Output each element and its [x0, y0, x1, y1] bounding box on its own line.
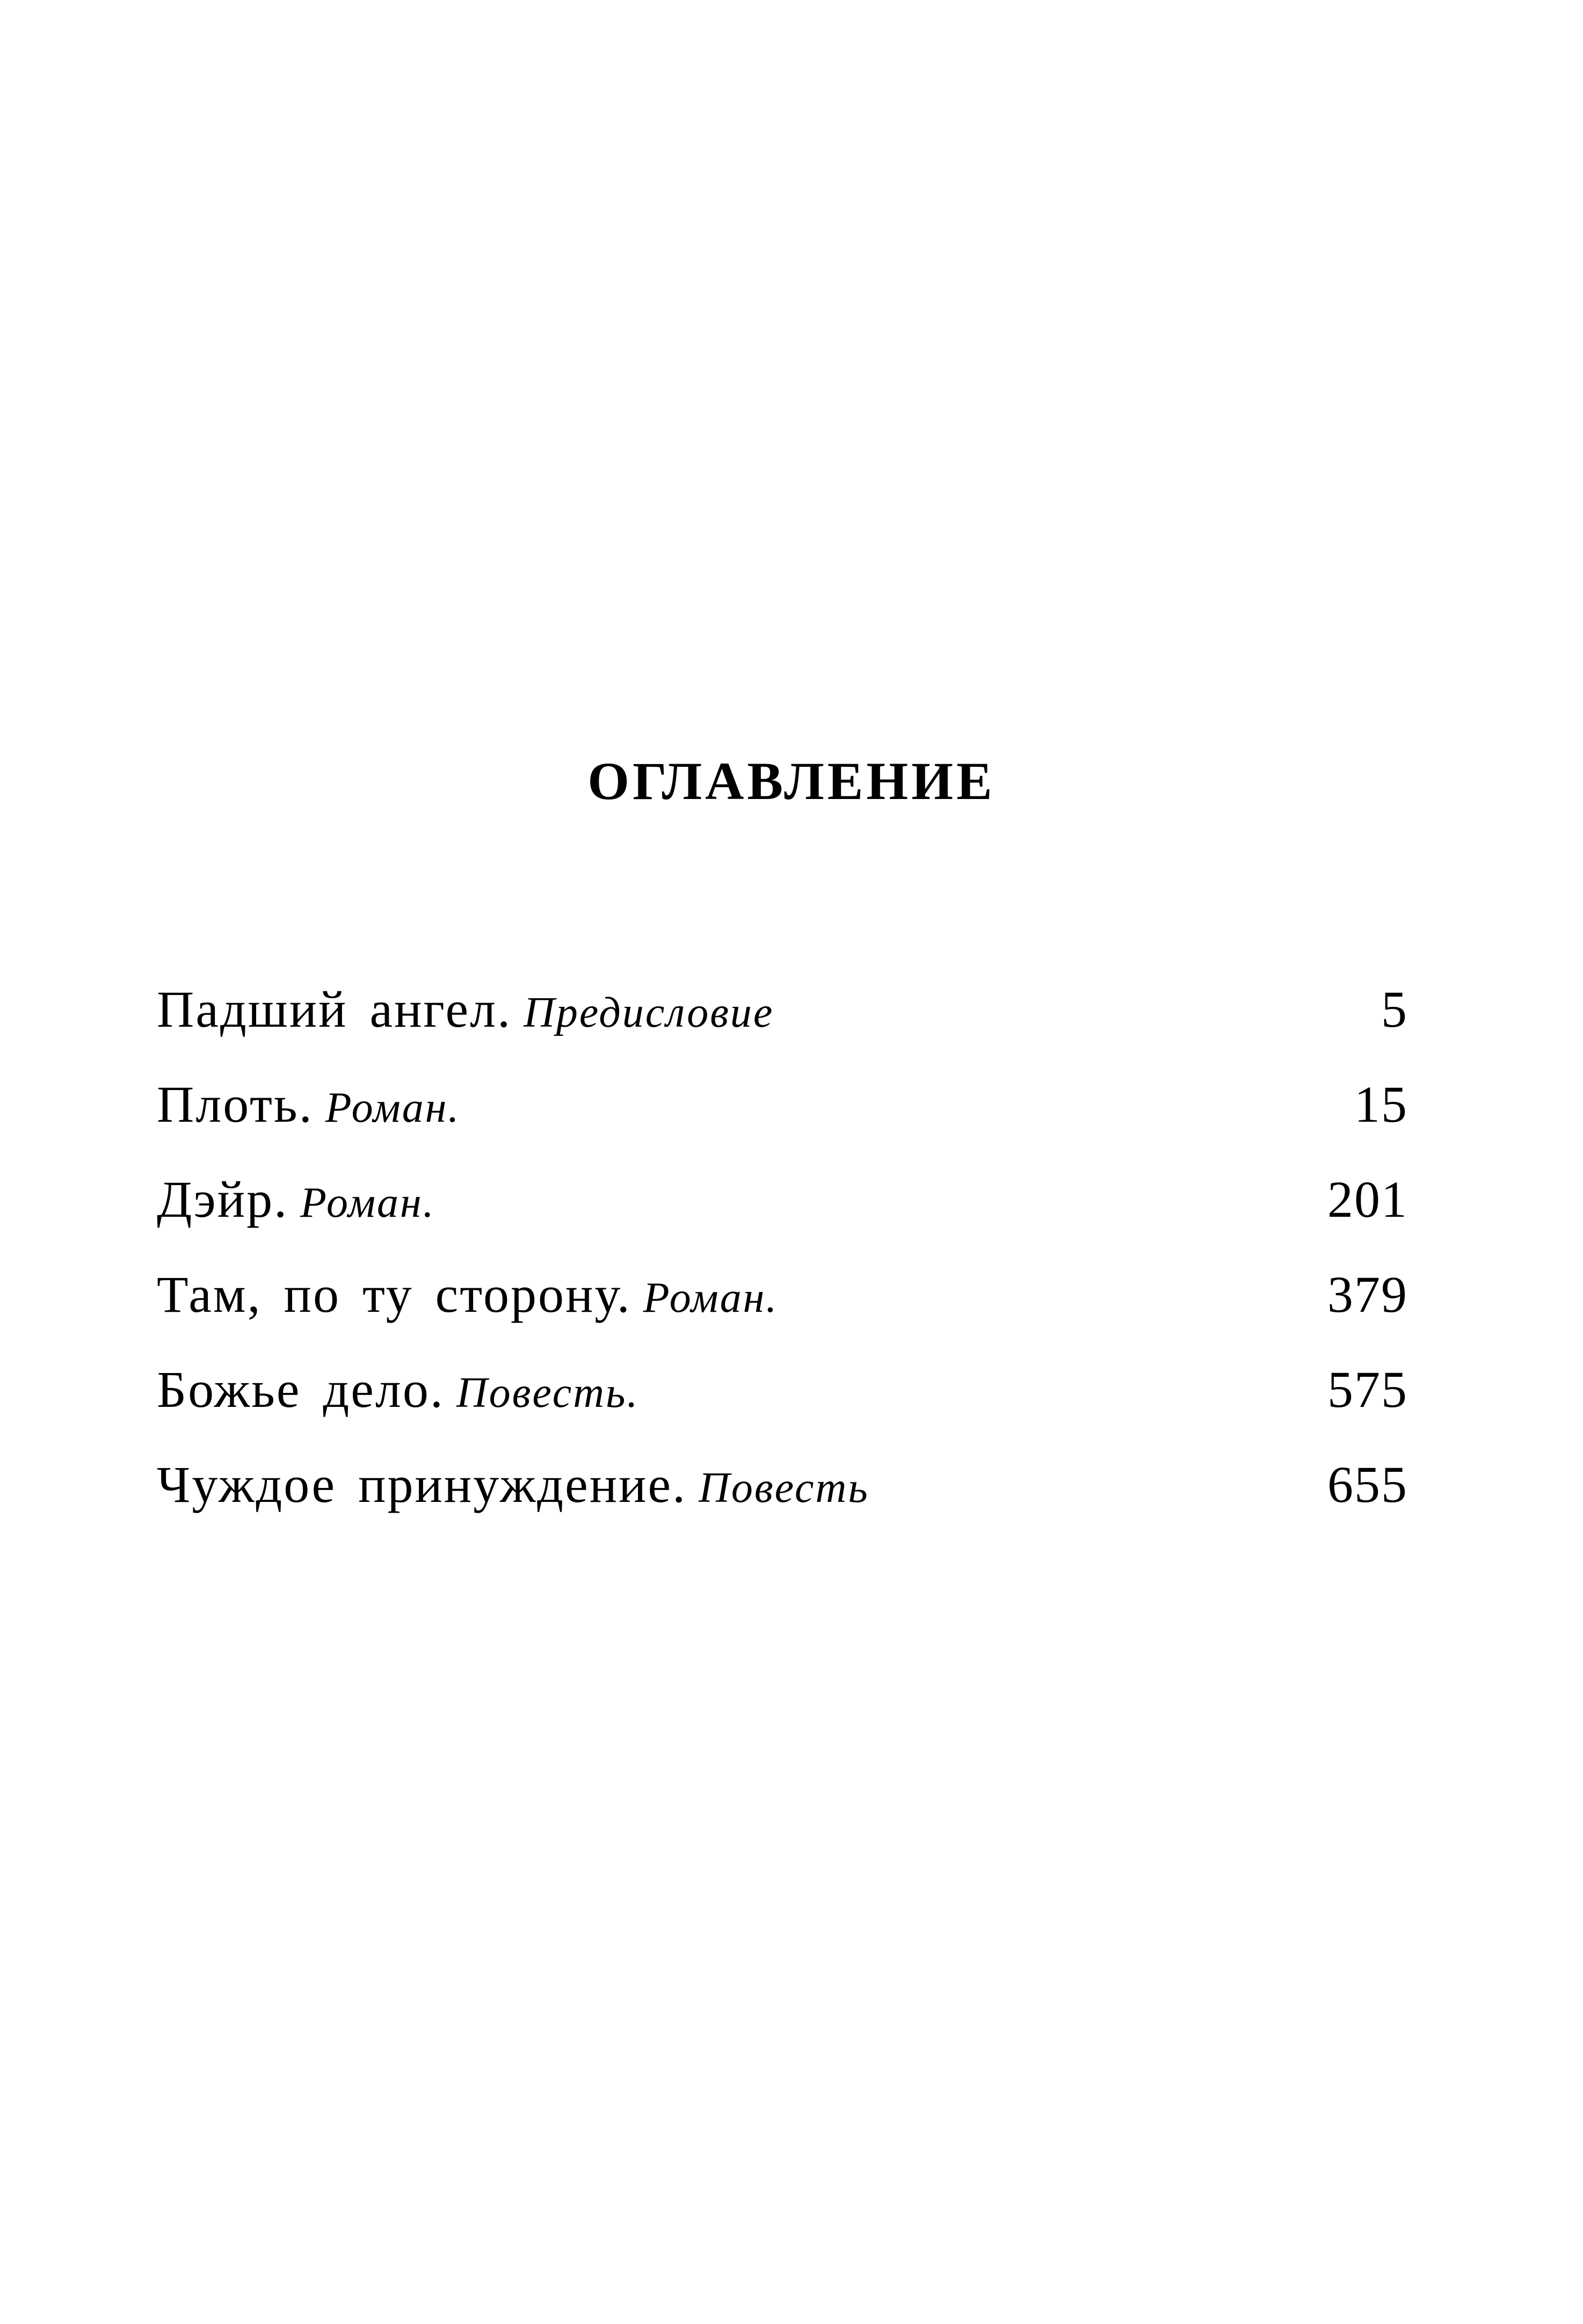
- toc-row: [157, 1456, 1408, 1554]
- toc-list: [157, 981, 1408, 1554]
- toc-entry-title: Божье дело.: [157, 1361, 445, 1418]
- toc-entry-title: Там, по ту сторону.: [157, 1266, 631, 1323]
- toc-entry: [157, 1361, 640, 1418]
- toc-page-number: 15: [1354, 1076, 1408, 1133]
- toc-page-number: 379: [1327, 1266, 1408, 1323]
- toc-page-number: 201: [1327, 1171, 1408, 1228]
- toc-entry-title: Падший ангел.: [157, 981, 512, 1038]
- toc-heading: ОГЛАВЛЕНИЕ: [587, 751, 996, 811]
- toc-row: [157, 1171, 1408, 1269]
- toc-entry-genre: Предисловие: [524, 989, 774, 1036]
- toc-entry-genre: Роман.: [300, 1179, 435, 1226]
- toc-entry-genre: Роман.: [325, 1084, 461, 1131]
- toc-entry: [157, 981, 774, 1038]
- toc-entry-title: Дэйр.: [157, 1171, 289, 1228]
- toc-row: [157, 1361, 1408, 1459]
- toc-row: [157, 981, 1408, 1079]
- toc-entry-title: Чуждое принуждение.: [157, 1456, 687, 1513]
- toc-entry-genre: Роман.: [643, 1274, 779, 1321]
- toc-page-number: 5: [1381, 981, 1408, 1038]
- toc-entry: [157, 1076, 461, 1133]
- toc-entry-genre: Повесть: [699, 1464, 869, 1512]
- toc-page-number: 655: [1327, 1456, 1408, 1513]
- toc-entry-genre: Повесть.: [456, 1369, 640, 1417]
- toc-entry: [157, 1456, 869, 1513]
- toc-entry: [157, 1171, 435, 1228]
- toc-row: [157, 1266, 1408, 1364]
- toc-row: [157, 1076, 1408, 1174]
- toc-entry-title: Плоть.: [157, 1076, 314, 1133]
- toc-entry: [157, 1266, 779, 1323]
- toc-page-number: 575: [1327, 1361, 1408, 1418]
